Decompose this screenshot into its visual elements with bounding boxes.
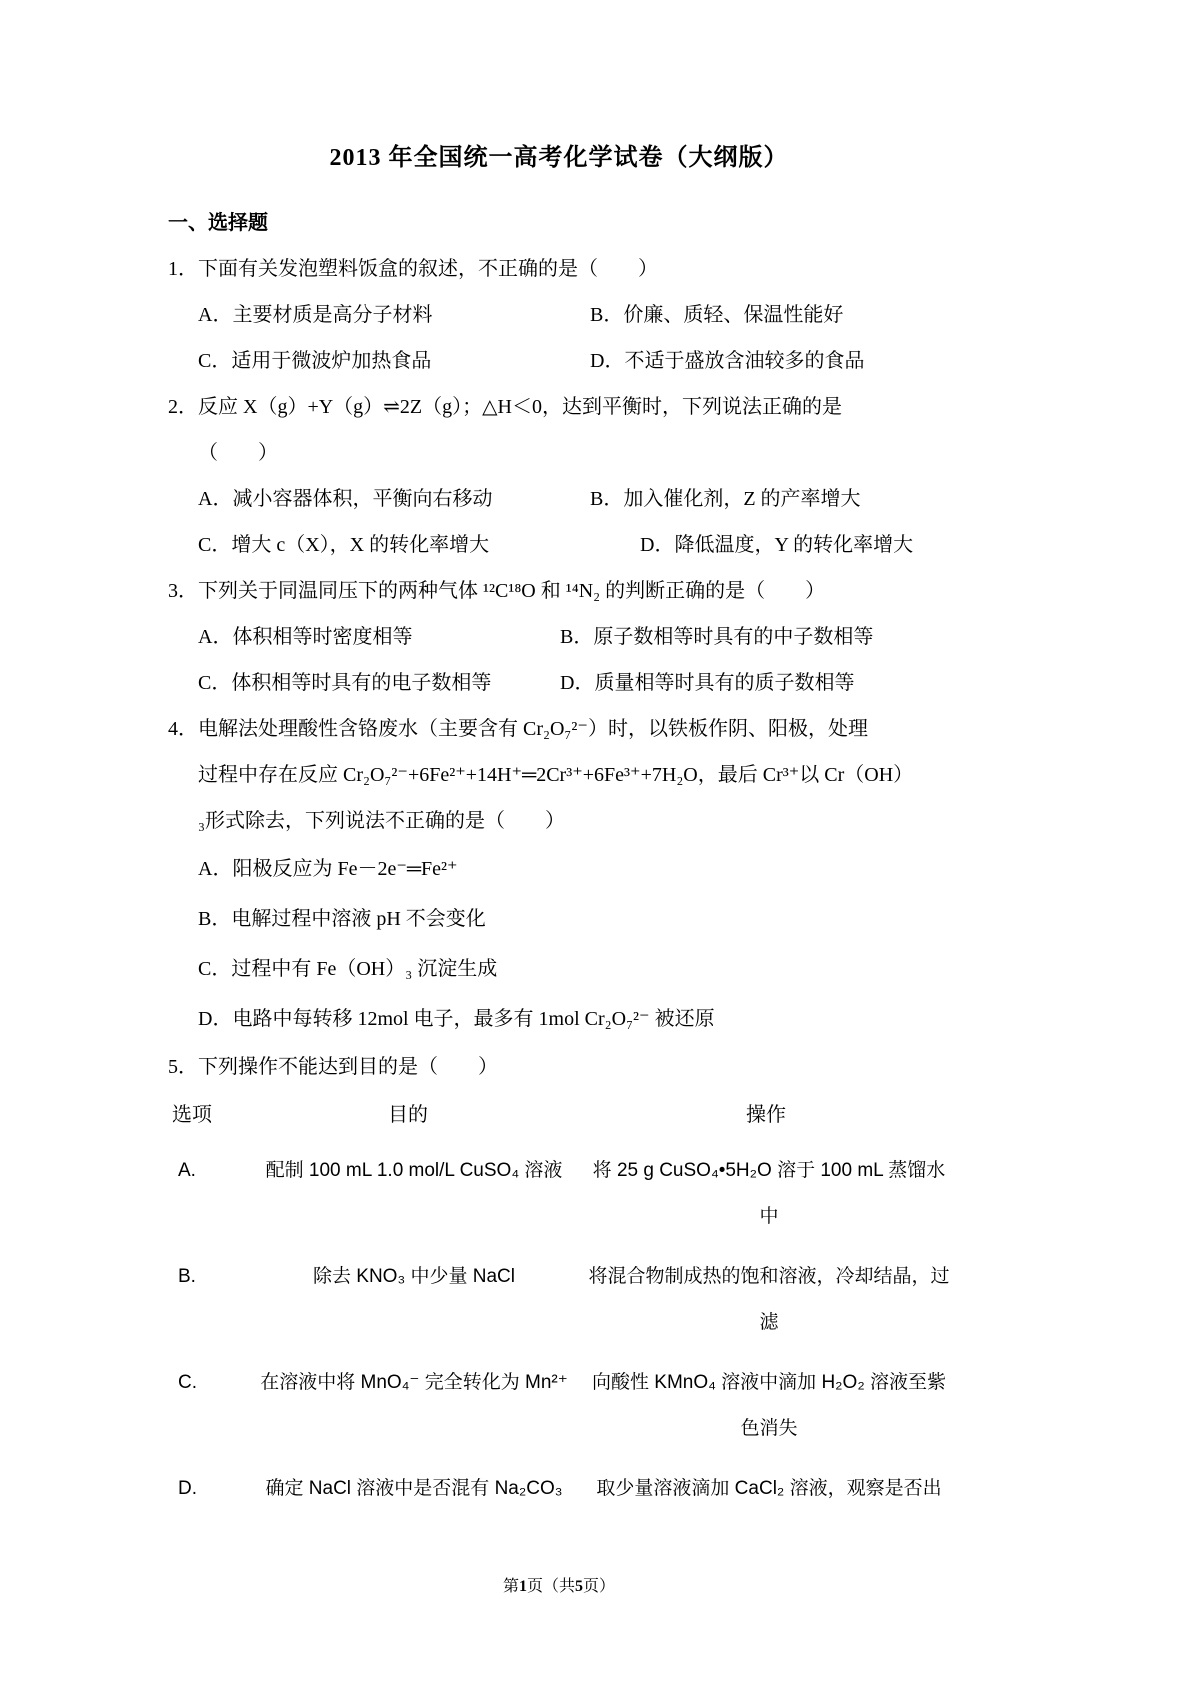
footer-mid: 页（共 — [526, 1578, 575, 1595]
question-3 — [168, 568, 950, 706]
option-a: A．减小容器体积，平衡向右移动 — [198, 488, 493, 510]
question-stem: 1．下面有关发泡塑料饭盒的叙述，不正确的是（ ） — [168, 258, 658, 280]
row-option-label: C. — [178, 1372, 197, 1393]
option-b: B．加入催化剂，Z 的产率增大 — [590, 488, 861, 510]
option-a: A．体积相等时密度相等 — [198, 626, 413, 648]
options-table — [168, 1092, 950, 1512]
option-row — [168, 660, 950, 706]
footer-page-number: 1 — [518, 1578, 527, 1595]
table-row — [168, 1148, 950, 1240]
footer-total-pages: 5 — [575, 1578, 583, 1595]
question-stem: 4．电解法处理酸性含铬废水（主要含有 Cr₂O₇²⁻）时，以铁板作阴、阳极，处理 — [168, 718, 868, 740]
column-header-option: 选项 — [172, 1104, 212, 1126]
table-row — [168, 1360, 950, 1452]
option-a: A．主要材质是高分子材料 — [198, 304, 433, 326]
row-purpose: 在溶液中将 MnO₄⁻ 完全转化为 Mn²⁺ — [260, 1372, 568, 1393]
row-purpose: 确定 NaCl 溶液中是否混有 Na₂CO₃ — [265, 1478, 563, 1499]
section-heading: 一、选择题 — [168, 212, 268, 234]
option-c: C．过程中有 Fe（OH）₃ 沉淀生成 — [198, 958, 498, 980]
question-5 — [168, 1044, 950, 1512]
row-operation: 向酸性 KMnO₄ 溶液中滴加 H₂O₂ 溶液至紫色消失 — [592, 1372, 946, 1439]
option-a: A．阳极反应为 Fe－2e⁻═Fe²⁺ — [198, 858, 458, 880]
option-row — [168, 614, 950, 660]
table-row — [168, 1254, 950, 1346]
question-stem: 3．下列关于同温同压下的两种气体 ¹²C¹⁸O 和 ¹⁴N₂ 的判断正确的是（ ） — [168, 580, 826, 602]
option-c: C．体积相等时具有的电子数相等 — [198, 672, 492, 694]
row-operation: 将混合物制成热的饱和溶液，冷却结晶，过滤 — [588, 1266, 950, 1333]
question-4 — [168, 706, 950, 1044]
option-b: B．价廉、质轻、保温性能好 — [590, 304, 844, 326]
option-row — [168, 338, 950, 384]
option-row — [168, 292, 950, 338]
row-purpose: 除去 KNO₃ 中少量 NaCl — [313, 1266, 515, 1287]
question-2 — [168, 384, 950, 568]
row-operation: 取少量溶液滴加 CaCl₂ 溶液，观察是否出 — [596, 1478, 942, 1499]
question-stem: 5．下列操作不能达到目的是（ ） — [168, 1056, 498, 1078]
column-header-purpose: 目的 — [388, 1104, 428, 1126]
option-row — [168, 476, 950, 522]
table-row — [168, 1466, 950, 1512]
question-stem-continued: 过程中存在反应 Cr₂O₇²⁻+6Fe²⁺+14H⁺═2Cr³⁺+6Fe³⁺+7H₂O，最后 Cr³⁺以 Cr（OH） — [198, 764, 914, 786]
question-stem-continued: ₃形式除去，下列说法不正确的是（ ） — [198, 810, 565, 832]
row-option-label: A. — [178, 1160, 196, 1181]
question-1 — [168, 246, 950, 384]
option-d: D．质量相等时具有的质子数相等 — [560, 672, 855, 694]
row-operation: 将 25 g CuSO₄•5H₂O 溶于 100 mL 蒸馏水中 — [592, 1160, 946, 1227]
option-d: D．电路中每转移 12mol 电子，最多有 1mol Cr₂O₇²⁻ 被还原 — [198, 1008, 715, 1030]
column-header-operation: 操作 — [746, 1104, 786, 1126]
row-purpose: 配制 100 mL 1.0 mol/L CuSO₄ 溶液 — [265, 1160, 563, 1181]
table-header-row — [168, 1092, 950, 1138]
footer-suffix: 页） — [583, 1578, 616, 1595]
page-title: 2013 年全国统一高考化学试卷（大纲版） — [329, 145, 789, 171]
row-option-label: B. — [178, 1266, 196, 1287]
option-b: B．电解过程中溶液 pH 不会变化 — [198, 908, 486, 930]
option-c: C．适用于微波炉加热食品 — [198, 350, 432, 372]
option-d: D．降低温度，Y 的转化率增大 — [640, 534, 914, 556]
option-c: C．增大 c（X），X 的转化率增大 — [198, 534, 490, 556]
footer-prefix: 第 — [502, 1578, 519, 1595]
question-stem-continued: （ ） — [198, 442, 278, 464]
question-stem: 2．反应 X（g）+Y（g）⇌2Z（g）；△H＜0，达到平衡时，下列说法正确的是 — [168, 396, 842, 418]
page-footer — [168, 1576, 950, 1598]
row-option-label: D. — [178, 1478, 197, 1499]
option-row — [168, 522, 950, 568]
option-b: B．原子数相等时具有的中子数相等 — [560, 626, 874, 648]
option-d: D．不适于盛放含油较多的食品 — [590, 350, 865, 372]
